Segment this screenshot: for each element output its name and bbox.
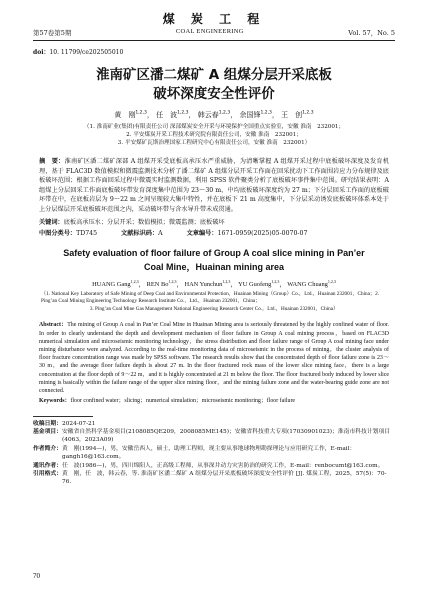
cn-affiliations (33, 123, 395, 147)
en-keywords (39, 397, 389, 405)
cn-keywords-text: 底板高承压水；分层开采；数值模拟；微震监测；底板破坏 (63, 218, 225, 226)
en-keywords-label: Keywords： (39, 398, 71, 405)
en-title-line: Coal Mine，Huainan mining area (143, 261, 285, 272)
cn-classification (39, 228, 389, 237)
cn-abstract (39, 157, 389, 215)
cn-title-line: 破坏深度安全性评价 (153, 86, 275, 102)
document-code: 文献标识码：A (121, 229, 163, 237)
footnotes (33, 420, 395, 487)
author: YU Guofeng$^{1,2,3}$， (238, 278, 286, 288)
affiliation: 3. Ping’an Coal Mine Gas Management National Engineering Research Center Co.，Ltd.，Huainan 232001，China） (89, 305, 339, 312)
footnote-divider (33, 416, 93, 417)
footnote-author-bio: 作者简介： 黄 刚(1994—)，男，安徽岳西人，硕士，助理工程师，现主要从事地球物理勘探理论与应用研究工作，E-mail：gangh16@163.com。 (33, 445, 356, 461)
issue-right: Vol. 57，No. 5 (348, 29, 395, 37)
header-rule (33, 40, 395, 41)
en-authors (33, 279, 395, 288)
en-abstract (39, 321, 389, 395)
footnote-corresponding: 通讯作者： 任 波(1986—)，男，四川绵阳人，正高级工程师，从事深井动力灾害防治的研究工作，E-mail：renbocumt@163.com。 (33, 462, 384, 469)
cn-abstract-text: 淮南矿区潘二煤矿深部 A 组煤开采受底板高承压水严重威胁，为清晰掌握 A 组煤开采过程中底板破坏深度及发育机理，基于 FLAC3D 数值模拟和微震监测技术分析了潘二煤矿 A 组煤分层开采工作面在回采扰动下工作面围岩应力分布规律及底板破坏范围；根据工作面回采过程中微震实时监测数据，利用 SPSS 软件聚类分析了底板破坏事件集中范围。研究结果表明：A 组煤上分层回采工作面底板破坏带发育深度集中范围为 23～30 m，中均底板破坏深度约为 27 m；下分层回采工作面的底板破坏带在中，在底板岩层为 9～22 m 之间呈现较大集中特性，并在底板下 21 m 高度集中，下分层采动诱发底板破坏体系本处于上分层煤层开采底板破坏范围之内，采动破坏带与含水导升带未成贯通。 (39, 158, 390, 213)
doi-line (33, 47, 395, 56)
doi-value[interactable]: 10. 11799/ce202505010 (49, 49, 124, 56)
author: 任 波$^{1,2,3}$， (156, 110, 196, 119)
en-affiliations (41, 291, 387, 314)
journal-title: 煤 炭 工 程 (162, 12, 266, 26)
author: 王 创$^{1,2,3}$ (281, 110, 314, 119)
cn-title-line: 淮南矿区潘二煤矿 A 组煤分层开采底板 (96, 67, 332, 83)
paper-page (33, 10, 395, 487)
en-abstract-label: Abstract： (39, 322, 68, 329)
author: REN Bo$^{1,2,3}$， (146, 278, 183, 288)
affiliation: （1. 淮南矿业(集团)有限责任公司 深部煤炭安全开采与环境保护全国重点实验室，安徽 淮南 232001； (83, 124, 345, 130)
cn-abstract-label: 摘 要： (39, 158, 65, 165)
cn-authors (33, 110, 395, 120)
en-keywords-text: floor confined water；slicing；numerical simulation；microseismic monitoring；floor failure (70, 398, 296, 405)
doi-label: doi： (33, 49, 50, 56)
cn-keywords-label: 关键词： (39, 218, 64, 226)
clc-number: 中图分类号：TD745 (39, 229, 98, 237)
running-header (33, 28, 395, 37)
journal-title-en: COAL ENGINEERING (175, 28, 244, 35)
affiliation: 3. 平安煤矿瓦斯治理国家工程研究中心有限责任公司，安徽 淮南 232001） (117, 140, 311, 146)
affiliation: 2. 平安煤炭开采工程技术研究院有限责任公司，安徽 淮南 232001； (126, 132, 302, 138)
issue-left: 第57卷第5期 (33, 29, 72, 37)
footnote-received: 收稿日期： 2024-07-21 (33, 420, 96, 427)
article-number: 文章编号：1671-0959(2025)05-0070-07 (186, 229, 308, 237)
affiliation: （1. National Key Laboratory of Safe Mining of Deep Coal and Environmental Protection，Huainan Mining（Group）Co.，Ltd.，Huainan 232001，China；2. Ping’an Coal Mining Engineering Technology Research Institute Co.，Ltd.，Huainan 232001，China； (41, 290, 379, 305)
author: 黄 刚$^{1,2,3}$， (114, 110, 154, 119)
author: 韩云春$^{1,2,3}$， (197, 110, 238, 119)
author: HAN Yunchun$^{1,2,3}$， (184, 278, 237, 288)
cn-keywords (39, 217, 389, 226)
footnote-funding: 基金项目： 安徽省自然科学基金项目(2108085QE209，2008085ME145)；安徽省科技重大专项(17030901023)；淮南市科技计划项目(4063，2023A09) (33, 428, 391, 444)
author: 余国锋$^{1,2,3}$， (239, 110, 279, 119)
footnote-citation: 引用格式： 黄 刚，任 波，韩云春，等. 淮南矿区潘二煤矿 A 组煤分层开采底板破坏深度安全性评价 [J]. 煤炭工程，2025，57(5)：70-76. (33, 470, 387, 486)
page-number: 70 (33, 572, 40, 580)
author: HUANG Gang$^{1,2,3}$， (92, 278, 145, 288)
en-title-line: Safety evaluation of floor failure of Group A coal slice mining in Pan’er (63, 247, 365, 258)
cn-title (33, 66, 395, 104)
en-abstract-text: The mining of Group A coal in Pan’er Coal Mine in Huainan Mining area is seriously threatened by the highly confined water of floor. In order to clearly understand the depth and development mechanism of floor failure in Group A coal mining process，based on FLAC3D numerical simulation and microseismic monitoring technology，the stress distribution and floor failure range of Group A coal mining face under mining disturbance were analyzed. According to the real-time monitoring data of microseismic in the process of mining，the cluster analysis of floor fracture concentration range was made by SPSS software. The research results show that the concentrated depth of floor failure zone is 23～30 m，and the average floor failure depth is about 27 m. In the floor fractured rock mass of the lower slice mining face，there is a large concentration at the floor depth of 9～22 m，and it is highly concentrated at 21 m below the floor. The floor fractured body induced by lower slice mining is basically within the failure range of the upper slice mining floor，and the mining failure zone and the water-bearing guide zone are not connected. (39, 322, 389, 395)
author: WANG Chuang$^{1,2,3}$ (287, 278, 336, 288)
en-title (33, 246, 395, 274)
